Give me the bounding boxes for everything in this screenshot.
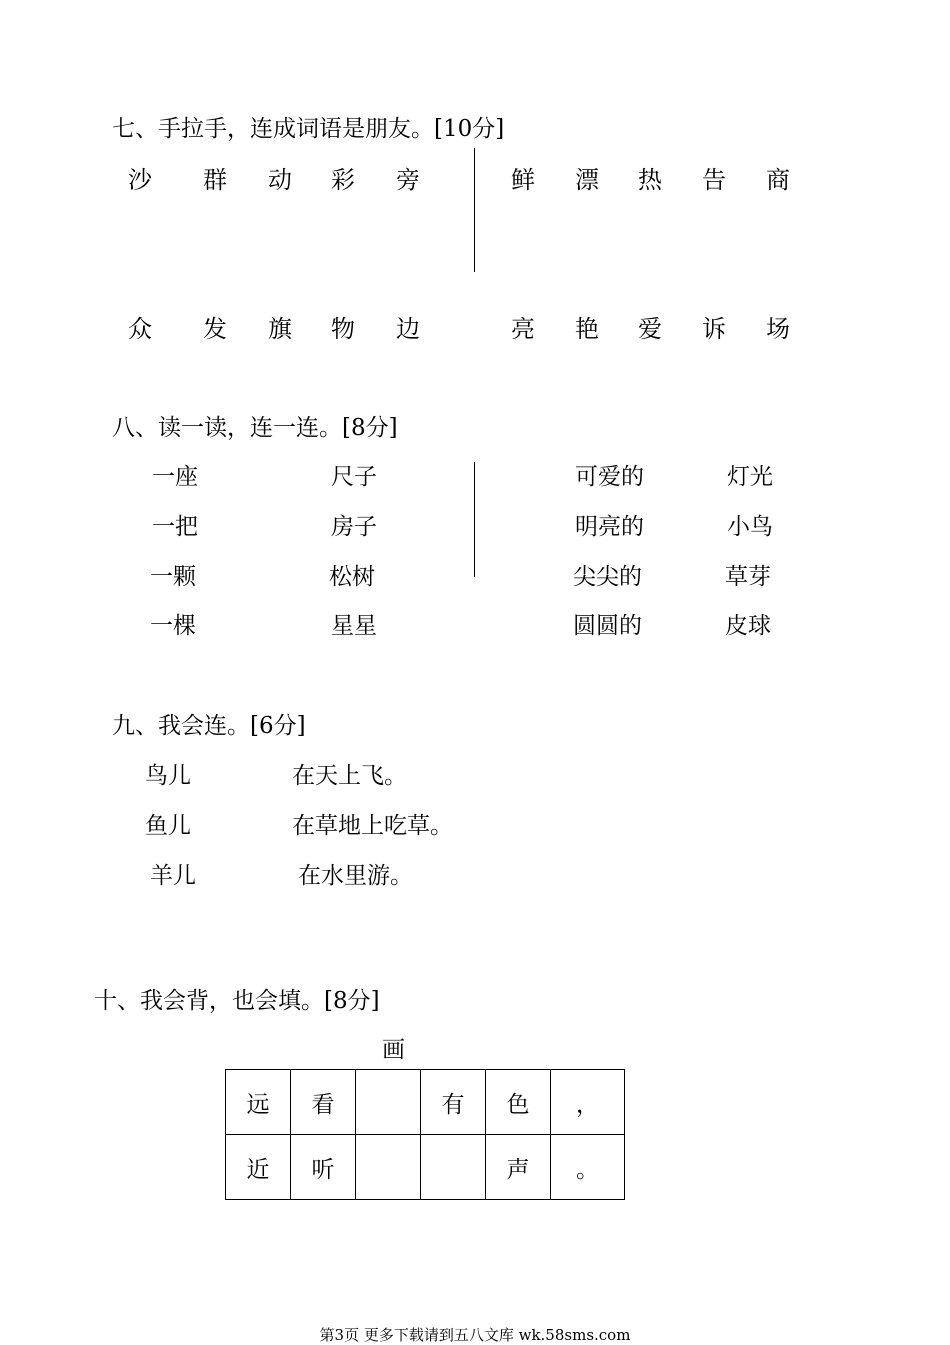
sec7-char: 旗	[268, 315, 292, 343]
poem-blank-cell[interactable]	[356, 1070, 421, 1135]
adjective-word: 可爱的	[575, 464, 644, 490]
noun-word: 草芽	[725, 564, 771, 590]
noun-word: 松树	[329, 564, 375, 590]
measure-word: 一把	[152, 514, 198, 540]
animal-word: 羊儿	[150, 863, 196, 889]
phrase-text: 在水里游。	[298, 863, 413, 889]
poem-cell: 近	[226, 1135, 291, 1200]
table-row	[226, 1070, 625, 1135]
measure-word: 一棵	[150, 613, 196, 639]
noun-word: 小鸟	[727, 514, 773, 540]
poem-cell: 听	[291, 1135, 356, 1200]
noun-word: 星星	[331, 613, 377, 639]
sec7-char: 漂	[575, 166, 599, 194]
sec7-char: 群	[203, 166, 227, 194]
sec7-char: 热	[638, 166, 662, 194]
poem-cell: 远	[226, 1070, 291, 1135]
sec7-char: 诉	[702, 315, 726, 343]
sec7-char: 动	[268, 166, 292, 194]
phrase-text: 在草地上吃草。	[292, 813, 453, 839]
divider-line	[474, 462, 475, 577]
page-footer: 第3页 更多下载请到五八文库 wk.58sms.com	[319, 1326, 631, 1344]
adjective-word: 明亮的	[575, 514, 644, 540]
section-7-title: 七、手拉手，连成词语是朋友。[10分]	[112, 116, 505, 142]
poem-cell: 看	[291, 1070, 356, 1135]
sec7-char: 爱	[638, 315, 662, 343]
sec7-char: 艳	[575, 315, 599, 343]
noun-word: 房子	[331, 514, 377, 540]
poem-cell: 。	[551, 1135, 625, 1200]
poem-blank-cell[interactable]	[421, 1135, 486, 1200]
sec7-char: 亮	[511, 315, 535, 343]
adjective-word: 尖尖的	[573, 564, 642, 590]
sec7-char: 边	[396, 315, 420, 343]
poem-title: 画	[382, 1037, 405, 1063]
measure-word: 一座	[152, 464, 198, 490]
animal-word: 鸟儿	[145, 763, 191, 789]
section-8-title: 八、读一读，连一连。[8分]	[112, 415, 398, 441]
section-10-title: 十、我会背，也会填。[8分]	[94, 988, 380, 1014]
measure-word: 一颗	[150, 564, 196, 590]
poem-fill-table	[225, 1069, 625, 1200]
sec7-char: 众	[128, 315, 152, 343]
poem-cell: 色	[486, 1070, 551, 1135]
sec7-char: 沙	[128, 166, 152, 194]
poem-cell: 有	[421, 1070, 486, 1135]
noun-word: 灯光	[727, 464, 773, 490]
sec7-char: 告	[702, 166, 726, 194]
sec7-char: 鲜	[511, 166, 535, 194]
animal-word: 鱼儿	[145, 813, 191, 839]
poem-cell: ，	[551, 1070, 625, 1135]
phrase-text: 在天上飞。	[292, 763, 407, 789]
poem-cell: 声	[486, 1135, 551, 1200]
sec7-char: 旁	[396, 166, 420, 194]
poem-blank-cell[interactable]	[356, 1135, 421, 1200]
sec7-char: 场	[766, 315, 790, 343]
sec7-char: 彩	[331, 166, 355, 194]
table-row	[226, 1135, 625, 1200]
noun-word: 尺子	[331, 464, 377, 490]
sec7-char: 商	[766, 166, 790, 194]
noun-word: 皮球	[725, 613, 771, 639]
divider-line	[474, 148, 475, 272]
section-9-title: 九、我会连。[6分]	[112, 713, 306, 739]
adjective-word: 圆圆的	[573, 613, 642, 639]
sec7-char: 物	[331, 315, 355, 343]
sec7-char: 发	[203, 315, 227, 343]
